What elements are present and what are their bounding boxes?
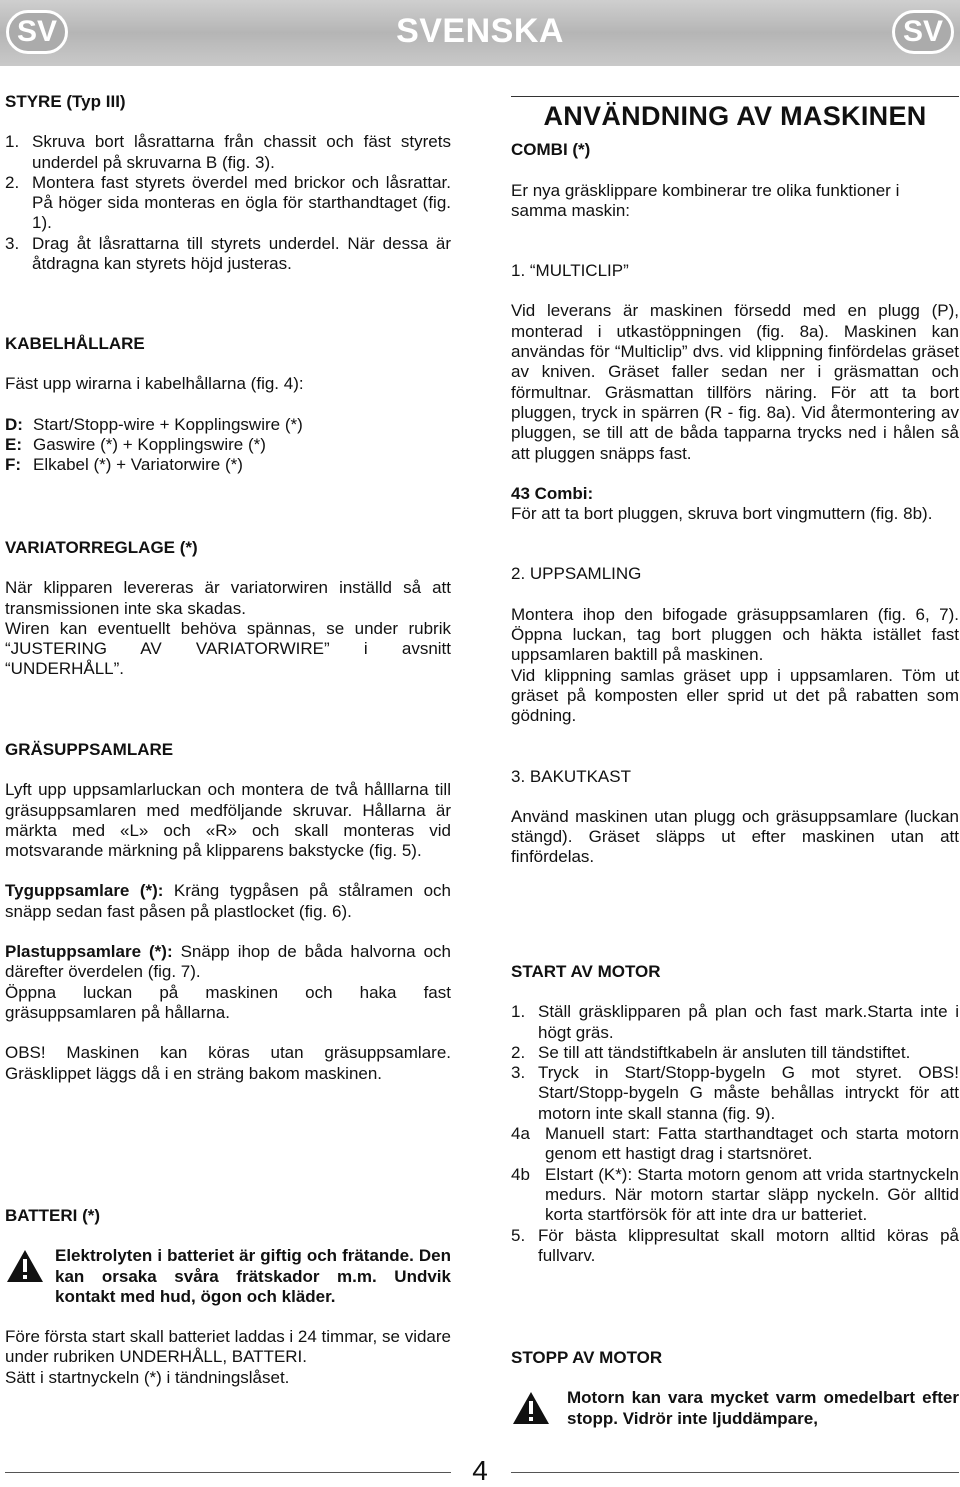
- grasupp-heading: GRÄSUPPSAMLARE: [5, 740, 174, 759]
- styre-steps: [5, 132, 451, 274]
- section-title: ANVÄNDNING AV MASKINEN: [543, 101, 927, 131]
- kabel-list: [5, 415, 451, 476]
- list-item: 1. Ställ gräsklipparen på plan och fast mark.Starta inte i högt gräs.: [511, 1002, 959, 1042]
- list-item: 4b Elstart (K*): Starta motorn genom att vrida startnyckeln medurs. När motorn startar släpp nyckeln. Gör alltid korta startförsök för att inte dra ur batteriet.: [511, 1164, 959, 1225]
- footer-divider-left: [5, 1472, 451, 1473]
- combi43-paragraph: För att ta bort pluggen, skruva bort vingmuttern (fig. 8b).: [511, 504, 933, 524]
- uppsamling-title: 2. UPPSAMLING: [511, 564, 642, 584]
- batteri-warning: [5, 1246, 451, 1307]
- stopp-heading: STOPP AV MOTOR: [511, 1348, 663, 1367]
- warning-icon: [511, 1388, 567, 1431]
- stopp-warning: [511, 1388, 959, 1431]
- batteri-paragraph: Före första start skall batteriet laddas i 24 timmar, se vidare under rubriken UNDERHÅLL, BATTERI.: [5, 1327, 451, 1367]
- section-anvandning: [511, 96, 959, 868]
- combi-heading: COMBI (*): [511, 140, 591, 160]
- header-title: SVENSKA: [396, 12, 564, 50]
- grasupp-paragraph: Lyft upp uppsamlarluckan och montera de två hålllarna till gräsuppsamlaren med medföljande skruvar. Hållarna är märkta med «L» och «R» och skall monteras vid motsvarande märkning på klipparens bakstycke (fig. 5).: [5, 780, 451, 861]
- plastuppsamlare-paragraph: Plastuppsamlare (*): Snäpp ihop de båda halvorna och därefter överdelen (fig. 7).: [5, 942, 452, 982]
- warning-icon: [5, 1246, 55, 1307]
- batteri-heading: BATTERI (*): [5, 1206, 101, 1225]
- section-grasuppsamlare: [5, 740, 451, 1084]
- start-steps: [511, 1002, 959, 1266]
- bakutkast-paragraph: Använd maskinen utan plugg och gräsuppsamlare (luckan stängd). Gräset släpps ut efter maskinen utan att finfördelas.: [511, 806, 959, 867]
- section-styre: [5, 92, 451, 274]
- bakutkast-title: 3. BAKUTKAST: [511, 766, 631, 786]
- combi-intro: Er nya gräsklippare kombinerar tre olika funktioner i samma maskin:: [511, 180, 900, 220]
- language-badge-right: SV: [892, 10, 954, 54]
- variator-heading: VARIATORREGLAGE (*): [5, 538, 198, 557]
- section-stopp: [511, 1348, 959, 1432]
- multiclip-title: 1. “MULTICLIP”: [511, 261, 629, 281]
- list-item: D: Start/Stopp-wire + Kopplingswire (*): [5, 414, 303, 434]
- footer-divider-right: [511, 1472, 959, 1473]
- batteri-warning-text: Elektrolyten i batteriet är giftig och frätande. Den kan orsaka svåra frätskador m.m. Undvik kontakt med hud, ögon och kläder.: [55, 1246, 451, 1306]
- variator-paragraph: När klipparen levereras är variatorwiren inställd så att transmissionen inte ska skadas.: [5, 578, 451, 618]
- list-item: 1. Skruva bort låsrattarna från chassit och fäst styrets underdel på skruvarna B (fig. 3).: [5, 132, 451, 172]
- page-number: 4: [472, 1455, 488, 1486]
- combi43-label: 43 Combi:: [511, 483, 594, 503]
- kabel-intro: Fäst upp wirarna i kabelhållarna (fig. 4):: [5, 374, 304, 394]
- list-item: 3. Tryck in Start/Stopp-bygeln G mot styret. OBS! Start/Stopp-bygeln G måste behållas intryckt för att motorn inte skall stanna (fig. 9).: [511, 1063, 959, 1123]
- list-item: E: Gaswire (*) + Kopplingswire (*): [5, 434, 266, 454]
- list-item: 3. Drag åt låsrattarna till styrets underdel. När dessa är åtdragna kan styrets höjd justeras.: [5, 233, 451, 274]
- batteri-paragraph-2: Sätt i startnyckeln (*) i tändningslåset.: [5, 1367, 290, 1387]
- grasupp-note: OBS! Maskinen kan köras utan gräsuppsamlare. Gräsklippet läggs då i en sträng bakom maskinen.: [5, 1043, 451, 1083]
- section-kabel: [5, 334, 451, 475]
- list-item: 2. Montera fast styrets överdel med brickor och låsrattar. På höger sida monteras en ögla för starthandtaget (fig. 1).: [5, 172, 451, 233]
- grasupp-paragraph-2: Öppna luckan på maskinen och haka fast gräsuppsamlaren på hållarna.: [5, 982, 451, 1022]
- list-item: F: Elkabel (*) + Variatorwire (*): [5, 455, 243, 475]
- start-heading: START AV MOTOR: [511, 962, 661, 981]
- stopp-warning-text: Motorn kan vara mycket varm omedelbart efter stopp. Vidrör inte ljuddämpare,: [567, 1388, 959, 1428]
- uppsamling-paragraph: Montera ihop den bifogade gräsuppsamlaren (fig. 6, 7). Öppna luckan, tag bort pluggen och häkta istället fast uppsamlaren baktill på maskinen.: [511, 604, 959, 665]
- divider: [511, 96, 959, 97]
- section-batteri: [5, 1206, 451, 1388]
- language-badge-left: SV: [6, 10, 68, 54]
- kabel-heading: KABELHÅLLARE: [5, 334, 145, 353]
- section-variator: [5, 538, 451, 680]
- uppsamling-paragraph-2: Vid klippning samlas gräset upp i uppsamlaren. Töm ut gräset på komposten eller sprid ut det på rabatten som gödning.: [511, 665, 959, 726]
- page-header: [0, 0, 960, 66]
- tyguppsamlare-paragraph: Tyguppsamlare (*): Kräng tygpåsen på stålramen och snäpp sedan fast påsen på plastlocket (fig. 6).: [5, 881, 451, 921]
- variator-paragraph-2: Wiren kan eventuellt behöva spännas, se under rubrik “JUSTERING AV VARIATORWIRE” i avsnitt “UNDERHÅLL”.: [5, 618, 451, 679]
- list-item: 5. För bästa klippresultat skall motorn alltid köras på fullvarv.: [511, 1225, 959, 1265]
- styre-heading: STYRE (Typ III): [5, 92, 126, 111]
- list-item: 2. Se till att tändstiftkabeln är ansluten till tändstiftet.: [511, 1042, 911, 1062]
- section-start: [511, 962, 959, 1266]
- multiclip-paragraph: Vid leverans är maskinen försedd med en plugg (P), monterad i utkastöppningen (fig. 8a). Maskinen kan användas för “Multiclip” dvs. vid klippning finfördelas gräset av kniven. Gräset faller sedan ner i gräsmattan och förmultnar. Gräsmattan tillförs näring. För att ta bort pluggen, tryck in spärren (R - fig. 8a). Vid återmontering av pluggen, se till att de båda tapparna trycks ned i hålen så att pluggen snäpps fast.: [511, 301, 959, 463]
- list-item: 4a Manuell start: Fatta starthandtaget och starta motorn genom ett hastigt drag i startsnöret.: [511, 1124, 959, 1164]
